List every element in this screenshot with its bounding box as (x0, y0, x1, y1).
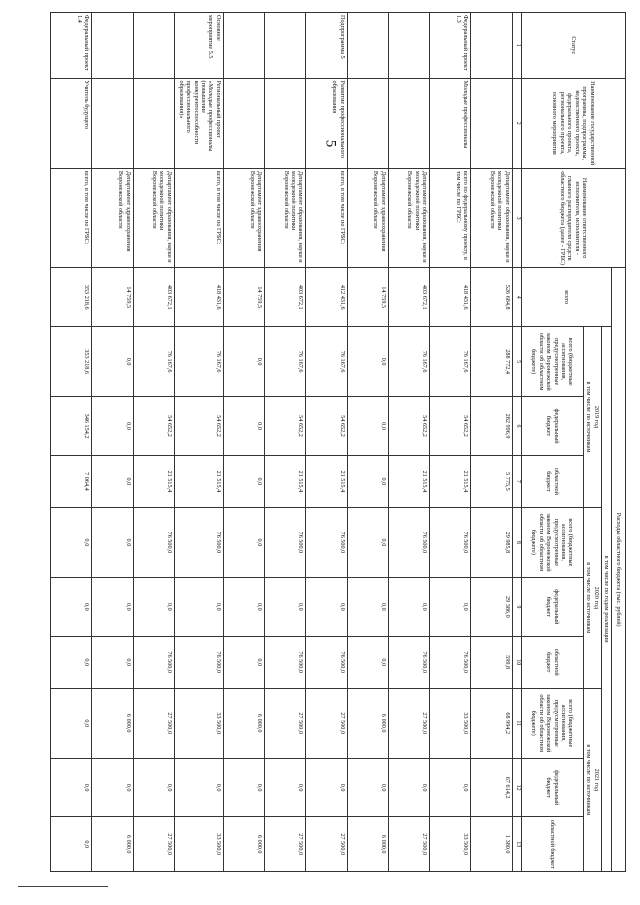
value-cell: 76 167,6 (133, 327, 174, 397)
status-cell: Федеральный проект 1.3 (430, 13, 471, 79)
name-cell: Молодые профессионалы (430, 78, 471, 168)
table-row (388, 13, 429, 872)
value-cell: 54 652,2 (388, 397, 429, 456)
value-cell: 0,0 (223, 636, 264, 688)
value-cell: 0,0 (92, 577, 133, 636)
value-cell: 288 772,4 (471, 327, 512, 397)
column-index-cell: 9 (512, 577, 521, 636)
header-2020-federal: федеральный бюджет (521, 577, 583, 636)
name-cell: Региональный проект «Молодые профессионалы (повышение конкурентоспособности профессионального образования)» (174, 78, 223, 168)
value-cell: 5 775,5 (471, 455, 512, 507)
table-row (347, 13, 388, 872)
value-cell: 418 431,6 (430, 268, 471, 327)
column-index-cell: 5 (512, 327, 521, 397)
value-cell: 76 500,0 (306, 636, 347, 688)
footer-rule (18, 886, 108, 887)
value-cell: 0,0 (92, 507, 133, 577)
value-cell: 76 167,6 (174, 327, 223, 397)
table-row (265, 13, 306, 872)
value-cell: 27 500,0 (388, 688, 429, 758)
column-index-cell: 11 (512, 688, 521, 758)
value-cell: 76 500,0 (265, 507, 306, 577)
value-cell: 33 500,0 (430, 688, 471, 758)
column-index-cell: 4 (512, 268, 521, 327)
value-cell: 68 994,2 (471, 688, 512, 758)
value-cell: 0,0 (92, 636, 133, 688)
header-subgroup-years: в том числе по годам реализации (601, 327, 611, 872)
value-cell: 76 500,0 (174, 636, 223, 688)
value-cell: 0,0 (51, 758, 92, 817)
header-total: всего (521, 268, 611, 327)
value-cell: 0,0 (133, 577, 174, 636)
value-cell: 0,0 (92, 758, 133, 817)
value-cell: 599,8 (471, 636, 512, 688)
name-cell (92, 78, 133, 168)
value-cell: 0,0 (223, 327, 264, 397)
value-cell: 76 500,0 (430, 636, 471, 688)
value-cell: 21 515,4 (133, 455, 174, 507)
budget-table (50, 12, 626, 872)
value-cell: 403 672,1 (133, 268, 174, 327)
value-cell: 0,0 (347, 327, 388, 397)
executor-cell: всего, в том числе по ГРБС: (51, 168, 92, 267)
value-cell: 21 515,4 (174, 455, 223, 507)
executor-cell: Департамент здравоохранения Воронежской области (92, 168, 133, 267)
column-index-cell: 12 (512, 758, 521, 817)
header-2019-regional: областной бюджет (521, 455, 583, 507)
value-cell: 0,0 (92, 397, 133, 456)
value-cell: 403 672,1 (388, 268, 429, 327)
value-cell: 33 500,0 (174, 817, 223, 872)
page-number: 5 (322, 139, 339, 148)
header-group-title: Расходы областного бюджета (тыс. рублей) (612, 268, 626, 872)
value-cell: 418 431,6 (174, 268, 223, 327)
value-cell: 0,0 (306, 758, 347, 817)
value-cell: 14 759,5 (223, 268, 264, 327)
status-cell (347, 13, 388, 79)
value-cell: 76 167,6 (388, 327, 429, 397)
value-cell: 29 985,8 (471, 507, 512, 577)
value-cell: 27 500,0 (133, 688, 174, 758)
value-cell: 6 000,0 (223, 817, 264, 872)
value-cell: 6 000,0 (92, 688, 133, 758)
executor-cell: Департамент здравоохранения Воронежской области (223, 168, 264, 267)
value-cell: 412 431,6 (306, 268, 347, 327)
header-2021-regional: областной бюджет (521, 817, 583, 872)
value-cell: 54 652,2 (306, 397, 347, 456)
status-cell (133, 13, 174, 79)
name-cell (471, 78, 512, 168)
status-cell: Основное мероприятие 5.5 (174, 13, 223, 79)
value-cell: 76 500,0 (430, 507, 471, 577)
value-cell: 0,0 (51, 636, 92, 688)
name-cell: Учитель будущего (51, 78, 92, 168)
value-cell: 0,0 (92, 327, 133, 397)
column-index-cell: 1 (512, 13, 521, 79)
value-cell: 76 500,0 (388, 507, 429, 577)
value-cell: 0,0 (347, 577, 388, 636)
value-cell: 21 515,4 (430, 455, 471, 507)
value-cell: 76 500,0 (306, 507, 347, 577)
value-cell: 27 500,0 (265, 817, 306, 872)
table-row (471, 13, 512, 872)
value-cell: 33 500,0 (174, 688, 223, 758)
header-executor: Наименование ответственного исполнителя, исполнителя - главного распорядителя средств областного бюджета (далее - ГРБС) (521, 168, 625, 267)
executor-cell: Департамент здравоохранения Воронежской области (347, 168, 388, 267)
value-cell: 403 672,1 (265, 268, 306, 327)
status-cell (223, 13, 264, 79)
value-cell: 76 500,0 (133, 507, 174, 577)
value-cell: 0,0 (388, 577, 429, 636)
value-cell: 0,0 (51, 817, 92, 872)
value-cell: 21 515,4 (388, 455, 429, 507)
header-2021-federal: федеральный бюджет (521, 758, 583, 817)
value-cell: 27 500,0 (306, 817, 347, 872)
status-cell (471, 13, 512, 79)
name-cell (265, 78, 306, 168)
value-cell: 0,0 (223, 758, 264, 817)
value-cell: 76 500,0 (133, 636, 174, 688)
header-status: Статус (521, 13, 625, 79)
value-cell: 0,0 (388, 758, 429, 817)
value-cell: 27 500,0 (388, 817, 429, 872)
value-cell: 14 759,5 (347, 268, 388, 327)
value-cell: 0,0 (347, 507, 388, 577)
executor-cell: Департамент образования, науки и молодежной политики Воронежской области (388, 168, 429, 267)
value-cell: 6 000,0 (92, 817, 133, 872)
column-index-cell: 7 (512, 455, 521, 507)
value-cell: 0,0 (92, 455, 133, 507)
value-cell: 526 684,8 (471, 268, 512, 327)
value-cell: 7 064,4 (51, 455, 92, 507)
value-cell: 54 652,2 (430, 397, 471, 456)
value-cell: 0,0 (306, 577, 347, 636)
name-cell: Развитие профессионального образования (306, 78, 347, 168)
value-cell: 67 614,2 (471, 758, 512, 817)
value-cell: 0,0 (51, 507, 92, 577)
executor-cell: всего, в том числе по ГРБС: (174, 168, 223, 267)
value-cell: 0,0 (347, 758, 388, 817)
value-cell: 0,0 (430, 577, 471, 636)
value-cell: 0,0 (174, 577, 223, 636)
value-cell: 76 500,0 (265, 636, 306, 688)
value-cell: 27 500,0 (133, 817, 174, 872)
executor-cell: Департамент образования, науки и молодежной политики Воронежской области (265, 168, 306, 267)
column-index-cell: 13 (512, 817, 521, 872)
value-cell: 27 500,0 (306, 688, 347, 758)
executor-cell: всего, в том числе по ГРБС: (306, 168, 347, 267)
value-cell: 346 154,2 (51, 397, 92, 456)
value-cell: 0,0 (223, 455, 264, 507)
name-cell (388, 78, 429, 168)
value-cell: 0,0 (51, 688, 92, 758)
executor-cell: всего по федеральному проекту, в том числе по ГРБС: (430, 168, 471, 267)
column-index-cell: 10 (512, 636, 521, 688)
value-cell: 6 000,0 (347, 817, 388, 872)
status-cell (388, 13, 429, 79)
header-2019-federal: федеральный бюджет (521, 397, 583, 456)
value-cell: 6 000,0 (347, 688, 388, 758)
status-cell (265, 13, 306, 79)
value-cell: 33 500,0 (430, 817, 471, 872)
table-container (50, 12, 626, 872)
name-cell (133, 78, 174, 168)
header-year-2020: 2020 год в том числе по источникам (583, 507, 601, 688)
value-cell: 282 996,9 (471, 397, 512, 456)
value-cell: 76 500,0 (388, 636, 429, 688)
status-cell: Подпрограмма 5 (306, 13, 347, 79)
header-2021-all: всего (бюджетные ассигнования, предусмотренные законом Воронежской области об областном бюджете) (521, 688, 583, 758)
value-cell: 0,0 (223, 577, 264, 636)
value-cell: 0,0 (223, 507, 264, 577)
value-cell: 76 167,6 (265, 327, 306, 397)
value-cell: 21 515,4 (265, 455, 306, 507)
value-cell: 6 000,0 (223, 688, 264, 758)
value-cell: 353 218,6 (51, 327, 92, 397)
value-cell: 14 759,5 (92, 268, 133, 327)
header-2020-regional: областной бюджет (521, 636, 583, 688)
value-cell: 54 652,2 (174, 397, 223, 456)
value-cell: 0,0 (347, 397, 388, 456)
column-index-cell: 3 (512, 168, 521, 267)
value-cell: 353 218,6 (51, 268, 92, 327)
status-cell (92, 13, 133, 79)
column-index-cell: 8 (512, 507, 521, 577)
value-cell: 0,0 (347, 455, 388, 507)
executor-cell: Департамент образования, науки и молодежной политики Воронежской области (133, 168, 174, 267)
value-cell: 0,0 (430, 758, 471, 817)
table-row (430, 13, 471, 872)
name-cell (347, 78, 388, 168)
value-cell: 1 380,0 (471, 817, 512, 872)
header-name: Наименование государственной программы, подпрограммы, ведомственного проекта, федерального проекта, регионального проекта, основного мероприятия (521, 78, 625, 168)
value-cell: 76 167,6 (306, 327, 347, 397)
value-cell: 0,0 (347, 636, 388, 688)
name-cell (223, 78, 264, 168)
table-body (51, 13, 513, 872)
header-2020-all: всего (бюджетные ассигнования, предусмотренные законом Воронежской области об областном бюджете) (521, 507, 583, 577)
column-index-cell: 2 (512, 78, 521, 168)
value-cell: 27 500,0 (265, 688, 306, 758)
table-row (306, 13, 347, 872)
value-cell: 0,0 (174, 758, 223, 817)
header-2019-all: всего (бюджетные ассигнования, предусмотренные законом Воронежской области об областном бюджете) (521, 327, 583, 397)
header-year-2021: 2021 год в том числе по источникам (583, 688, 601, 871)
value-cell: 54 652,2 (265, 397, 306, 456)
value-cell: 0,0 (265, 577, 306, 636)
column-index-row (512, 13, 521, 872)
table-row (51, 13, 92, 872)
value-cell: 0,0 (51, 577, 92, 636)
value-cell: 29 386,0 (471, 577, 512, 636)
status-cell: Федеральный проект 1.4 (51, 13, 92, 79)
value-cell: 76 500,0 (174, 507, 223, 577)
table-row (223, 13, 264, 872)
table-row (133, 13, 174, 872)
table-row (92, 13, 133, 872)
executor-cell: Департамент образования, науки и молодежной политики Воронежской области (471, 168, 512, 267)
value-cell: 0,0 (133, 758, 174, 817)
value-cell: 54 652,2 (133, 397, 174, 456)
value-cell: 21 515,4 (306, 455, 347, 507)
table-row (174, 13, 223, 872)
value-cell: 0,0 (223, 397, 264, 456)
column-index-cell: 6 (512, 397, 521, 456)
value-cell: 76 167,6 (430, 327, 471, 397)
value-cell: 0,0 (265, 758, 306, 817)
header-year-2019: 2019 год в том числе по источникам (583, 327, 601, 508)
